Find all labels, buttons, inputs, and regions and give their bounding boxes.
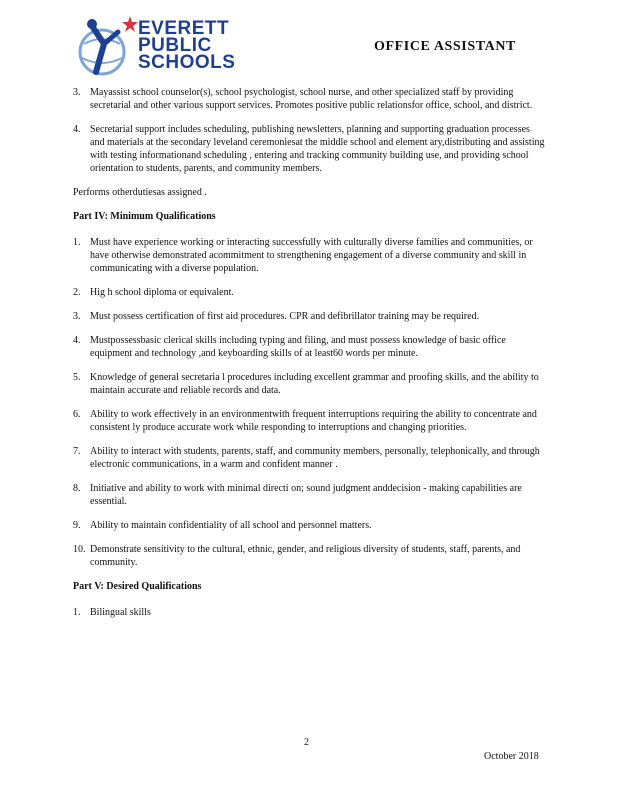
item-number: 5. [73, 372, 81, 383]
logo-line-1: EVERETT [138, 18, 230, 39]
item-text: Must have experience working or interacting successfully with culturally diverse families and communities, or have otherwise demonstrated acommitment to strengthening engagement of a diverse community and skill in communicating with a diverse population. [90, 237, 533, 274]
list-item [73, 123, 545, 175]
list-item [73, 543, 545, 569]
list-item [73, 519, 545, 532]
item-text: Hig h school diploma or equivalent. [90, 287, 234, 298]
list-item [73, 445, 545, 471]
item-number: 1. [73, 237, 81, 248]
item-text: Ability to interact with students, parents, staff, and community members, personally, telephonically, and through electronic communications, in a warm and confident manner . [90, 446, 540, 470]
item-number: 1. [73, 607, 81, 618]
item-text: Knowledge of general secretaria l procedures including excellent grammar and proofing skills, and the ability to maintain accurate and reliable records and data. [90, 372, 539, 396]
item-text: Demonstrate sensitivity to the cultural, ethnic, gender, and religious diversity of students, staff, parents, and community. [90, 544, 521, 568]
item-text: Ability to maintain confidentiality of all school and personnel matters. [90, 520, 372, 531]
item-number: 8. [73, 483, 81, 494]
logo-line-3: SCHOOLS [138, 52, 236, 73]
page-number: 2 [304, 737, 309, 748]
item-text: Bilingual skills [90, 607, 151, 618]
document-body [73, 86, 545, 630]
item-number: 3. [73, 87, 81, 98]
item-number: 10. [73, 544, 86, 555]
list-item [73, 286, 545, 299]
list-item [73, 86, 545, 112]
list-item [73, 408, 545, 434]
list-item [73, 236, 545, 275]
item-text: Secretarial support includes scheduling, publishing newsletters, planning and supporting graduation processes and materials at the secondary leveland ceremoniesat the middle school and element ary,distributing and assisting with testing informationand scheduling , entering and tracking community building use, and providing school orientation to students, parents, and community members. [90, 124, 545, 174]
section-heading-part5: Part V: Desired Qualifications [73, 581, 202, 592]
list-item [73, 606, 545, 619]
item-number: 3. [73, 311, 81, 322]
item-text: Initiative and ability to work with minimal directi on; sound judgment anddecision - making capabilities are essential. [90, 483, 522, 507]
item-number: 2. [73, 287, 81, 298]
item-number: 4. [73, 124, 81, 135]
section-heading-part4: Part IV: Minimum Qualifications [73, 211, 216, 222]
item-number: 6. [73, 409, 81, 420]
globe-star-icon [74, 14, 140, 78]
item-number: 9. [73, 520, 81, 531]
item-number: 4. [73, 335, 81, 346]
list-item [73, 334, 545, 360]
list-item [73, 310, 545, 323]
item-text: Ability to work effectively in an environmentwith frequent interruptions requiring the ability to concentrate and consistent ly produce accurate work while responding to interruptions and changing priorities. [90, 409, 537, 433]
item-text: Mustpossessbasic clerical skills including typing and filing, and must possess knowledge of basic office equipment and technology ,and keyboarding skills of at least60 words per minute. [90, 335, 506, 359]
item-text: Mayassist school counselor(s), school psychologist, school nurse, and other specialized staff by providing secretarial and other various support services. Promotes positive public relationsfor office, school, and district. [90, 87, 533, 111]
list-item [73, 482, 545, 508]
other-duties-text: Performs otherdutiesas assigned . [73, 187, 207, 198]
item-number: 7. [73, 446, 81, 457]
document-title: OFFICE ASSISTANT [374, 39, 516, 54]
logo-line-2: PUBLIC [138, 35, 212, 56]
item-text: Must possess certification of first aid procedures. CPR and defibrillator training may be required. [90, 311, 480, 322]
logo-wordmark [138, 20, 235, 71]
footer-date: October 2018 [484, 751, 539, 762]
list-item [73, 371, 545, 397]
